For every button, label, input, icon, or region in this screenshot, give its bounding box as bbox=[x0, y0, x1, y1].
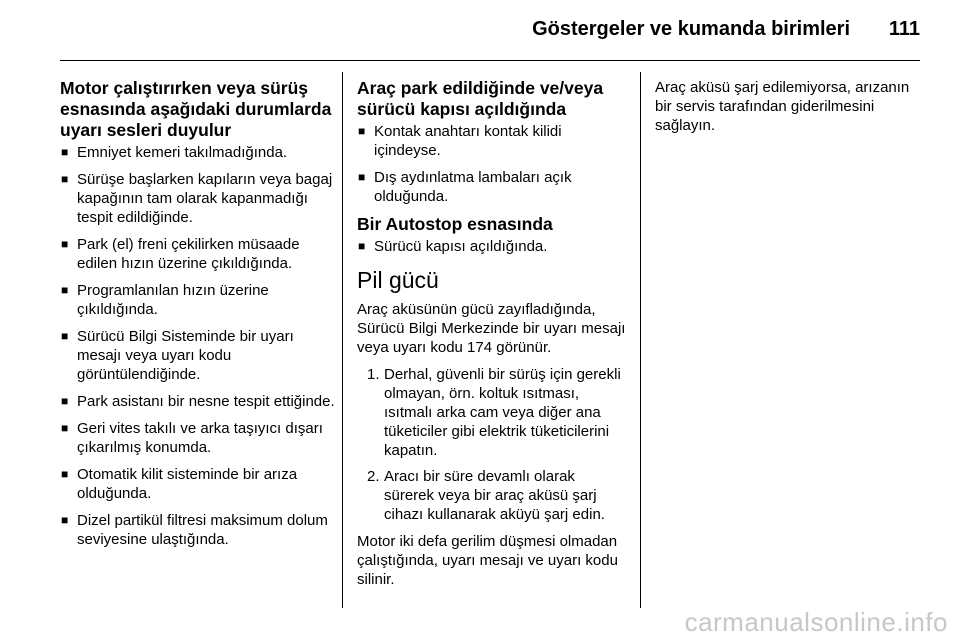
list-item: ■ Park asistanı bir nesne tespit ettiğinde. bbox=[61, 393, 335, 410]
warning-sounds-list bbox=[60, 143, 335, 549]
warning-sounds-heading: Motor çalıştırırken veya sürüş esnasında aşağıdaki durumlarda uyarı sesleri duyulur bbox=[60, 78, 332, 140]
bullet-icon: ■ bbox=[61, 467, 69, 481]
bullet-icon: ■ bbox=[61, 237, 69, 251]
list-item: ■ Sürücü kapısı açıldığında. bbox=[358, 238, 548, 255]
step-number: 2. bbox=[367, 468, 380, 485]
list-item: ■ Dış aydınlatma lambaları açık olduğunda. bbox=[358, 169, 572, 205]
page-header bbox=[60, 16, 920, 46]
list-item: ■ Emniyet kemeri takılmadığında. bbox=[61, 144, 288, 161]
bullet-icon: ■ bbox=[61, 329, 69, 343]
bullet-icon: ■ bbox=[358, 239, 366, 253]
battery-service-note: Araç aküsü şarj edilemiyorsa, arızanın bir servis tarafından giderilmesini sağlayın. bbox=[655, 79, 910, 134]
list-item: 2. Aracı bir süre devamlı olarak sürerek veya bir araç aküsü şarj cihazı kullanarak aküyü şarj edin. bbox=[367, 468, 605, 523]
column-2 bbox=[357, 78, 629, 597]
column-1 bbox=[60, 78, 335, 557]
header-divider bbox=[60, 60, 920, 61]
battery-steps bbox=[357, 365, 629, 524]
battery-intro: Araç aküsünün gücü zayıfladığında, Sürücü Bilgi Merkezinde bir uyarı mesajı veya uyarı kodu 174 görünür. bbox=[357, 301, 626, 356]
watermark: carmanualsonline.info bbox=[684, 607, 948, 637]
list-item: 1. Derhal, güvenli bir sürüş için gerekli olmayan, örn. koltuk ısıtması, ısıtmalı arka cam veya diğer ana tüketiciler gibi elektrik tüketicilerini kapatın. bbox=[367, 366, 621, 459]
list-item: ■ Kontak anahtarı kontak kilidi içindeyse. bbox=[358, 123, 562, 159]
list-item: ■ Sürüşe başlarken kapıların veya bagaj kapağının tam olarak kapanmadığı tespit edildiğinde. bbox=[61, 171, 333, 226]
bullet-icon: ■ bbox=[61, 394, 69, 408]
column-divider-1 bbox=[342, 72, 343, 608]
step-number: 1. bbox=[367, 366, 380, 383]
list-item: ■ Sürücü Bilgi Sisteminde bir uyarı mesajı veya uyarı kodu görüntülendiğinde. bbox=[61, 328, 294, 383]
battery-outro: Motor iki defa gerilim düşmesi olmadan çalıştığında, uyarı mesajı ve uyarı kodu silinir. bbox=[357, 533, 618, 588]
column-divider-2 bbox=[640, 72, 641, 608]
battery-heading: Pil gücü bbox=[357, 267, 439, 293]
bullet-icon: ■ bbox=[61, 283, 69, 297]
bullet-icon: ■ bbox=[61, 421, 69, 435]
bullet-icon: ■ bbox=[61, 145, 69, 159]
bullet-icon: ■ bbox=[61, 513, 69, 527]
list-item: ■ Dizel partikül filtresi maksimum dolum seviyesine ulaştığında. bbox=[61, 512, 328, 548]
autostop-list bbox=[357, 237, 629, 256]
page-number: 111 bbox=[888, 18, 920, 40]
bullet-icon: ■ bbox=[358, 124, 366, 138]
bullet-icon: ■ bbox=[61, 172, 69, 186]
column-3 bbox=[655, 78, 920, 143]
park-list bbox=[357, 122, 629, 206]
park-heading: Araç park edildiğinde ve/veya sürücü kapısı açıldığında bbox=[357, 78, 604, 119]
section-title: Göstergeler ve kumanda birimleri bbox=[532, 18, 850, 40]
list-item: ■ Geri vites takılı ve arka taşıyıcı dışarı çıkarılmış konumda. bbox=[61, 420, 323, 456]
autostop-heading: Bir Autostop esnasında bbox=[357, 214, 553, 234]
list-item: ■ Programlanılan hızın üzerine çıkıldığında. bbox=[61, 282, 269, 318]
bullet-icon: ■ bbox=[358, 170, 366, 184]
list-item: ■ Park (el) freni çekilirken müsaade edilen hızın üzerine çıkıldığında. bbox=[61, 236, 300, 272]
list-item: ■ Otomatik kilit sisteminde bir arıza olduğunda. bbox=[61, 466, 298, 502]
